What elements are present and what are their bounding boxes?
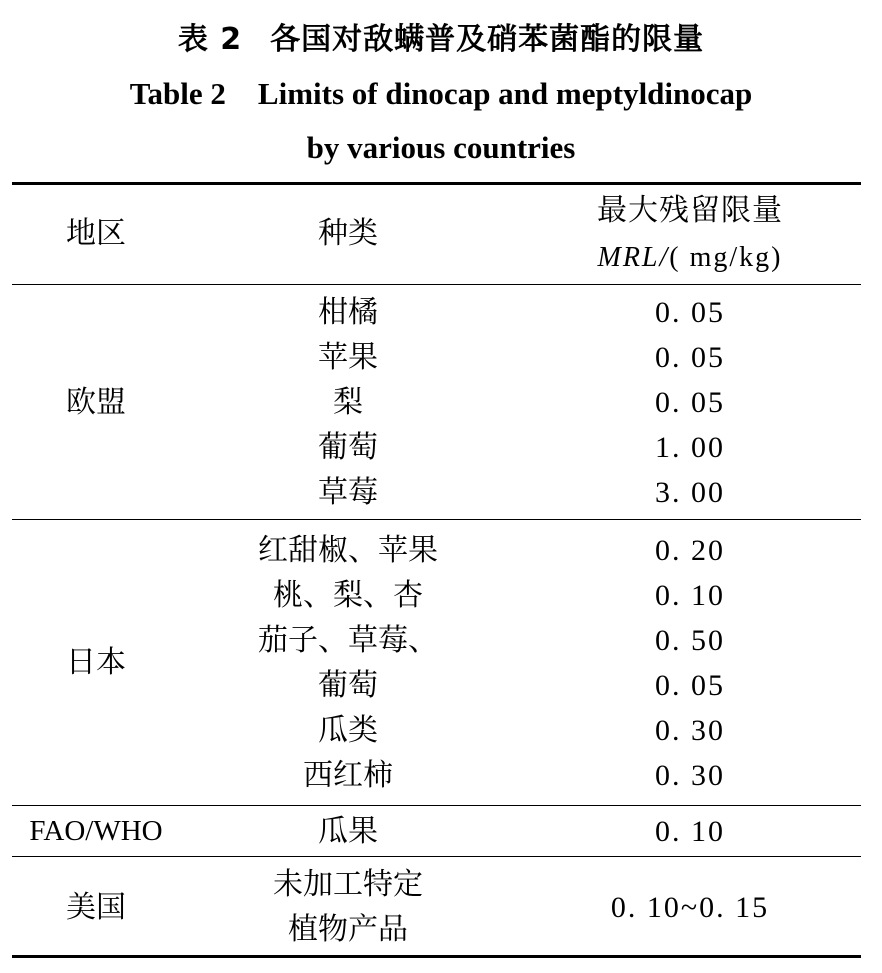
mrl-cell: 0. 50 bbox=[655, 624, 725, 657]
mrl-cell: 0. 10~0. 15 bbox=[610, 891, 770, 924]
group-divider-fao-us bbox=[12, 856, 861, 857]
mrl-cell: 3. 00 bbox=[655, 476, 725, 509]
table-bottom-rule bbox=[12, 955, 861, 958]
header-kind: 种类 bbox=[318, 216, 378, 251]
region-japan: 日本 bbox=[66, 645, 126, 680]
region-usa: 美国 bbox=[66, 890, 126, 925]
mrl-cell: 0. 05 bbox=[655, 296, 725, 329]
table-caption-en-line1: Limits of dinocap and meptyldinocap bbox=[257, 76, 753, 111]
region-fao-who: FAO/WHO bbox=[29, 815, 163, 847]
kind-cell: 西红柿 bbox=[303, 758, 393, 793]
region-eu: 欧盟 bbox=[66, 385, 126, 420]
kind-cell: 红甜椒、苹果 bbox=[258, 533, 438, 568]
kind-cell: 瓜类 bbox=[318, 713, 378, 748]
mrl-cell: 0. 10 bbox=[655, 815, 725, 848]
table-title-en-line1 bbox=[0, 72, 882, 116]
group-divider-japan-fao bbox=[12, 805, 861, 806]
kind-cell: 葡萄 bbox=[318, 668, 378, 703]
table-number-en: Table 2 bbox=[129, 76, 226, 111]
mrl-cell: 0. 30 bbox=[655, 759, 725, 792]
mrl-cell: 0. 05 bbox=[655, 341, 725, 374]
table-number-cn: 表 2 bbox=[177, 22, 243, 57]
kind-cell: 植物产品 bbox=[288, 912, 408, 947]
kind-cell: 桃、梨、杏 bbox=[273, 578, 423, 613]
kind-cell: 草莓 bbox=[318, 475, 378, 510]
mrl-cell: 0. 20 bbox=[655, 534, 725, 567]
header-rule bbox=[12, 284, 861, 285]
kind-cell: 未加工特定 bbox=[273, 867, 423, 902]
kind-cell: 茄子、草莓、 bbox=[258, 623, 438, 658]
mrl-cell: 0. 10 bbox=[655, 579, 725, 612]
mrl-cell: 0. 30 bbox=[655, 714, 725, 747]
table-caption-cn: 各国对敌螨普及硝苯菌酯的限量 bbox=[270, 22, 705, 57]
group-divider-eu-japan bbox=[12, 519, 861, 520]
kind-cell: 柑橘 bbox=[318, 295, 378, 330]
kind-cell: 苹果 bbox=[318, 340, 378, 375]
kind-cell: 梨 bbox=[333, 385, 363, 420]
mrl-cell: 1. 00 bbox=[655, 431, 725, 464]
table-caption-en-line2: by various countries bbox=[306, 130, 576, 165]
header-mrl-unit bbox=[540, 235, 840, 280]
mrl-cell: 0. 05 bbox=[655, 386, 725, 419]
kind-cell: 葡萄 bbox=[318, 430, 378, 465]
header-region: 地区 bbox=[66, 216, 126, 251]
table-top-rule bbox=[12, 182, 861, 185]
mrl-cell: 0. 05 bbox=[655, 669, 725, 702]
header-mrl-abbr: MRL/ bbox=[597, 242, 670, 273]
table-title-cn bbox=[0, 18, 882, 62]
header-mrl-unit-text: ( mg/kg) bbox=[669, 242, 783, 273]
header-mrl-cn: 最大残留限量 bbox=[597, 193, 783, 228]
kind-cell: 瓜果 bbox=[318, 814, 378, 849]
